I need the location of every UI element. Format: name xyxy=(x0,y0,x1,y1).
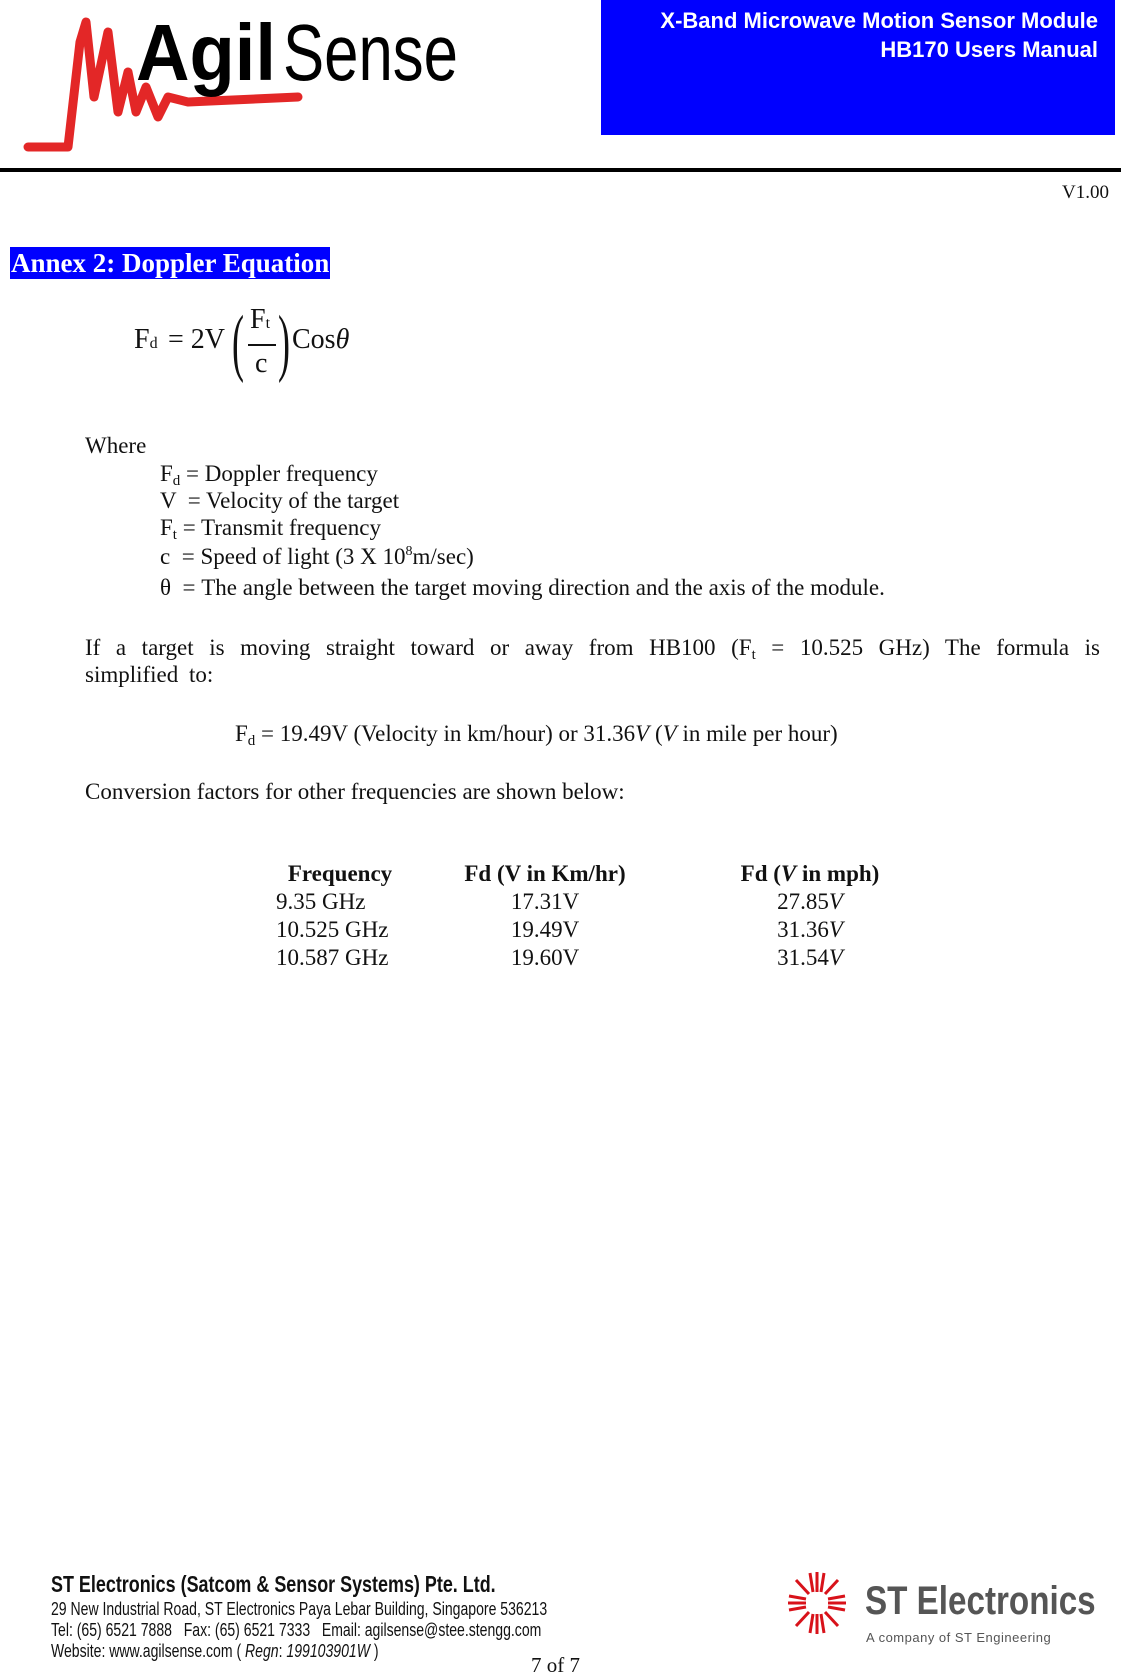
formula-theta: θ xyxy=(335,324,350,355)
paragraph-simplification: If a target is moving straight toward or away from HB100 ($F_t = 10.525$ GHz) The formula is simplified to: xyxy=(85,635,1100,687)
document-subtitle: HB170 Users Manual xyxy=(880,37,1098,62)
version-label: V1.00 xyxy=(1062,182,1109,203)
header-fd-kmh: Fd (V in Km/hr) xyxy=(464,861,626,886)
formula-num-sub: t xyxy=(265,315,271,332)
formula-eq: = 2V xyxy=(168,324,226,355)
cell-fd-kmh: 17.31V xyxy=(510,889,580,914)
header-banner xyxy=(601,0,1115,135)
definition-item: $F_d$ = Doppler frequency xyxy=(160,461,378,489)
table-row xyxy=(270,888,950,916)
fraction-bar xyxy=(248,344,276,346)
formula-lhs: F xyxy=(134,324,150,355)
cell-frequency: 10.587 GHz xyxy=(276,945,389,970)
conversion-intro: Conversion factors for other frequencies are shown below: xyxy=(85,779,625,804)
cell-fd-kmh: 19.60V xyxy=(510,945,580,970)
conversion-table xyxy=(270,860,950,972)
formula-cos: Cos xyxy=(292,324,336,355)
header-frequency: Frequency xyxy=(287,861,393,886)
st-electronics-starburst-icon xyxy=(786,1570,848,1636)
cell-fd-mph: 31.54V xyxy=(777,945,843,970)
right-paren: ) xyxy=(278,299,290,384)
st-tagline: A company of ST Engineering xyxy=(866,1630,1052,1645)
svg-text:Sense: Sense xyxy=(283,8,458,97)
st-electronics-logo-text: ST Electronics xyxy=(865,1579,1096,1623)
section-heading: Annex 2: Doppler Equation xyxy=(11,248,330,278)
footer-website: Website: www.agilsense.com ( Regn: 199103901W ) xyxy=(51,1641,379,1661)
simplified-formula: $F_d = 19.49V$ (Velocity in km/hour) or 31.36V (V in mile per hour) xyxy=(235,721,838,749)
cell-frequency: 10.525 GHz xyxy=(276,917,389,942)
cell-fd-mph: 27.85V xyxy=(777,889,843,914)
formula-num: F xyxy=(250,304,266,335)
cell-frequency: 9.35 GHz xyxy=(276,889,366,914)
left-paren: ( xyxy=(232,299,244,384)
table-header-row xyxy=(270,860,950,888)
footer-company: ST Electronics (Satcom & Sensor Systems) Pte. Ltd. xyxy=(51,1571,496,1597)
definition-list xyxy=(160,460,885,601)
footer-address: 29 New Industrial Road, ST Electronics Paya Lebar Building, Singapore 536213 xyxy=(51,1599,548,1619)
definition-item: θ = The angle between the target moving direction and the axis of the module. xyxy=(160,575,885,600)
where-label: Where xyxy=(85,433,147,458)
table-row xyxy=(270,944,950,972)
cell-fd-kmh: 19.49V xyxy=(510,917,580,942)
table-row xyxy=(270,916,950,944)
definition-item: V = Velocity of the target xyxy=(160,488,400,513)
formula-lhs-sub: d xyxy=(149,335,158,352)
formula-den: c xyxy=(255,348,268,379)
document-title: X-Band Microwave Motion Sensor Module xyxy=(660,8,1098,33)
doppler-formula xyxy=(134,300,394,390)
footer-contact: Tel: (65) 6521 7888 Fax: (65) 6521 7333 Email: agilsense@stee.stengg.com xyxy=(51,1620,542,1640)
header-fd-mph: Fd (V in mph) xyxy=(740,861,880,886)
definition-item: $F_t$ = Transmit frequency xyxy=(160,515,381,543)
cell-fd-mph: 31.36V xyxy=(777,917,843,942)
agilsense-logo xyxy=(18,2,468,162)
svg-text:Agil: Agil xyxy=(136,8,276,97)
definition-item: c = Speed of light (3 X $10^8m/\sec$) xyxy=(160,544,474,569)
header-divider xyxy=(0,168,1121,172)
page-number: 7 of 7 xyxy=(531,1653,580,1677)
